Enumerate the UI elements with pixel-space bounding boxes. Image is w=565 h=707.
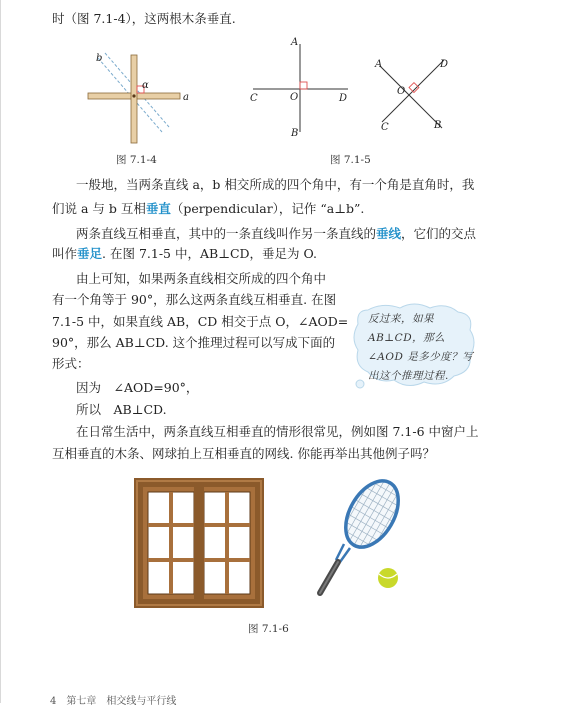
text-span: 们说 a 与 b 互相 [52,201,146,216]
reasoning-line-3: 7.1-5 中，如果直线 AB，CD 相交于点 O，∠AOD= [52,314,349,329]
line-b-label: b [96,53,103,64]
center-mullion [194,487,204,599]
right-angle-mark [409,83,419,93]
line-a-label: a [183,92,189,103]
because-line: 因为 ∠AOD=90°， [76,380,199,395]
example-line-2: 互相垂直的木条、网球拍上互相垂直的网线. 你能再举出其他例子吗？ [52,446,435,461]
intro-line: 时（图 7.1-4），这两根木条垂直. [52,11,236,26]
text-span: 叫作 [52,246,78,261]
keyword-perpendicular: 垂直 [145,201,171,216]
figure-7-1-4 [80,50,195,150]
caption-7-1-4: 图 7.1-4 [116,154,157,166]
point-a-label: A [375,59,383,70]
right-angle-mark [300,82,307,89]
bubble-dot [356,380,364,388]
line-ab [380,66,442,128]
right-vertical-bar [225,492,229,594]
point-d-label: D [339,93,348,104]
left-horizontal-bar-1 [148,523,194,527]
text-span: . 在图 7.1-5 中，AB⊥CD，垂足为 O. [102,246,317,261]
therefore-line: 所以 AB⊥CD. [76,402,167,417]
point-b-label: B [291,128,299,139]
definition-line-1: 一般地，当两条直线 a，b 相交所成的四个角中，有一个角是直角时，我 [76,177,475,192]
text-span: （perpendicular），记作 “a⊥b”. [170,201,365,216]
text-span: ，它们的交点 [401,226,477,241]
point-b-label: B [434,120,442,131]
figure-7-1-5-cross [248,36,358,140]
point-o-label: O [290,92,299,103]
reasoning-line-1: 由上可知，如果两条直线相交所成的四个角中 [76,271,327,286]
racket-grip-highlight [320,562,338,593]
bubble-question: 反过来，如果 AB⊥CD，那么∠AOD 是多少度？写出这个推理过程. [368,313,474,382]
text-span: 两条直线互相垂直，其中的一条直线叫作另一条直线的 [76,226,377,241]
angle-alpha-label: α [142,80,149,91]
right-horizontal-bar-1 [204,523,250,527]
point-d-label: D [440,59,449,70]
tennis-racket-illustration [300,478,410,603]
left-horizontal-bar-2 [148,558,194,562]
point-o-label: O [397,86,406,97]
point-c-label: C [381,122,389,133]
figure-7-1-5-x [372,52,462,138]
reasoning-line-2: 有一个角等于 90°，那么这两条直线互相垂直. 在图 [52,292,337,307]
reasoning-line-5: 形式： [52,356,90,371]
page-edge [0,0,1,703]
right-horizontal-bar-2 [204,558,250,562]
definition-line-2 [52,196,522,222]
point-c-label: C [250,93,258,104]
caption-7-1-6: 图 7.1-6 [248,623,289,635]
reasoning-line-4: 90°，那么 AB⊥CD. 这个推理过程可以写成下面的 [52,335,336,350]
point-a-label: A [291,37,299,48]
caption-7-1-5: 图 7.1-5 [330,154,371,166]
vertical-strip [131,55,137,143]
page-footer: 4 第七章 相交线与平行线 [50,696,177,707]
keyword-foot-of-perpendicular: 垂足 [77,246,103,261]
pivot-nail [132,94,135,97]
perpendicular-line-def-2 [52,241,522,267]
left-vertical-bar [169,492,173,594]
window-illustration [134,478,264,608]
keyword-perpendicular-line: 垂线 [376,226,402,241]
example-line-1: 在日常生活中，两条直线互相垂直的情形很常见，例如图 7.1-6 中窗户上 [76,424,479,439]
